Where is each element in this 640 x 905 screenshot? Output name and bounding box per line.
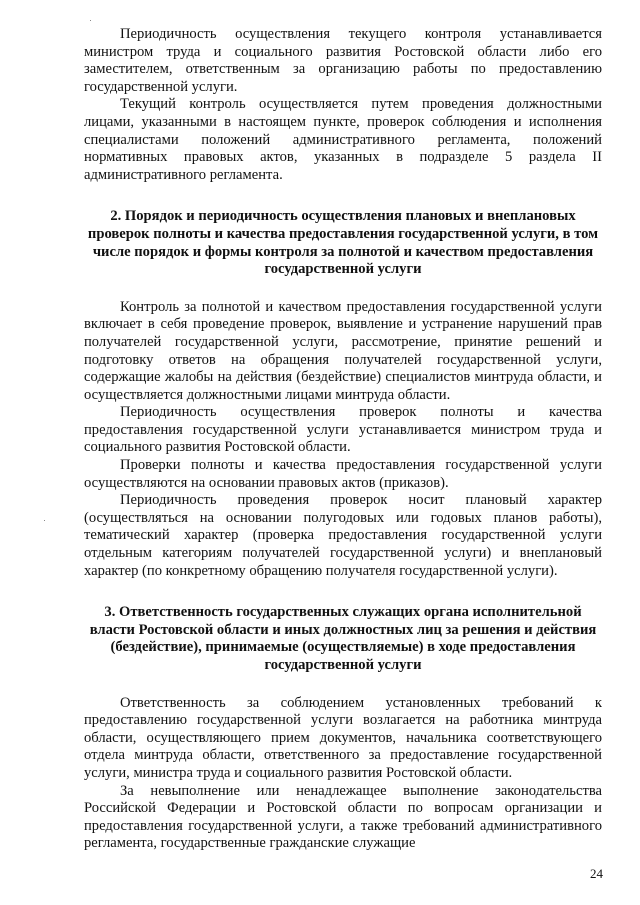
paragraph-check-periodicity: Периодичность осуществления проверок полноты и качества предоставления государственной услуги устанавливается министром труда и социального развития Ростовской области.	[84, 404, 602, 456]
section-2-heading: 2. Порядок и периодичность осуществления плановых и внеплановых проверок полноты и качества предоставления государственной услуги, в том числе порядок и формы контроля за полнотой и качеством предоставления государственной услуги	[87, 208, 599, 278]
paragraph-check-types: Периодичность проведения проверок носит плановый характер (осуществляться на основании полугодовых или годовых планов работы), тематический характер (проверка предоставления государственной услуги отдельным категориям получателей государственной услуги) и внеплановый характер (по конкретному обращению получателя государственной услуги).	[84, 492, 602, 579]
scan-dot-top	[90, 20, 91, 21]
paragraph-check-basis: Проверки полноты и качества предоставления государственной услуги осуществляются на основании правовых актов (приказов).	[84, 457, 602, 491]
document-body	[84, 26, 602, 853]
page-number: 24	[590, 866, 603, 881]
spacer	[84, 184, 602, 208]
scan-dot-left	[44, 520, 45, 521]
paragraph-current-control: Текущий контроль осуществляется путем проведения должностными лицами, указанными в настоящем пункте, проверок соблюдения и исполнения специалистами положений административного регламента, положений нормативных правовых актов, указанных в подразделе 5 раздела II административного регламента.	[84, 96, 602, 183]
spacer	[84, 279, 602, 299]
spacer	[84, 675, 602, 695]
paragraph-responsibility: Ответственность за соблюдением установленных требований к предоставлению государственной услуги возлагается на работника минтруда области, осуществляющего прием документов, начальника соответствующего отдела минтруда области, ответственного за предоставление государственной услуги, министра труда и социального развития Ростовской области.	[84, 694, 602, 781]
paragraph-control-periodicity: Периодичность осуществления текущего контроля устанавливается министром труда и социального развития Ростовской области либо его заместителем, ответственным за организацию работы по предоставлению государственной услуги.	[84, 26, 602, 95]
paragraph-quality-control: Контроль за полнотой и качеством предоставления государственной услуги включает в себя проведение проверок, выявление и устранение нарушений прав получателей государственной услуги, рассмотрение, принятие решений и подготовку ответов на обращения получателей государственной услуги, содержащие жалобы на действия (бездействие) специалистов минтруда области, и осуществляется должностными лицами минтруда области.	[84, 298, 602, 403]
paragraph-non-compliance: За невыполнение или ненадлежащее выполнение законодательства Российской Федерации и Ростовской области по вопросам организации и предоставления государственной услуги, а также требований административного регламента, государственные гражданские служащие	[84, 782, 602, 852]
spacer	[84, 580, 602, 604]
section-3-heading: 3. Ответственность государственных служащих органа исполнительной власти Ростовской области и иных должностных лиц за решения и действия (бездействие), принимаемые (осуществляемые) в ходе предоставления государственной услуги	[89, 604, 597, 673]
